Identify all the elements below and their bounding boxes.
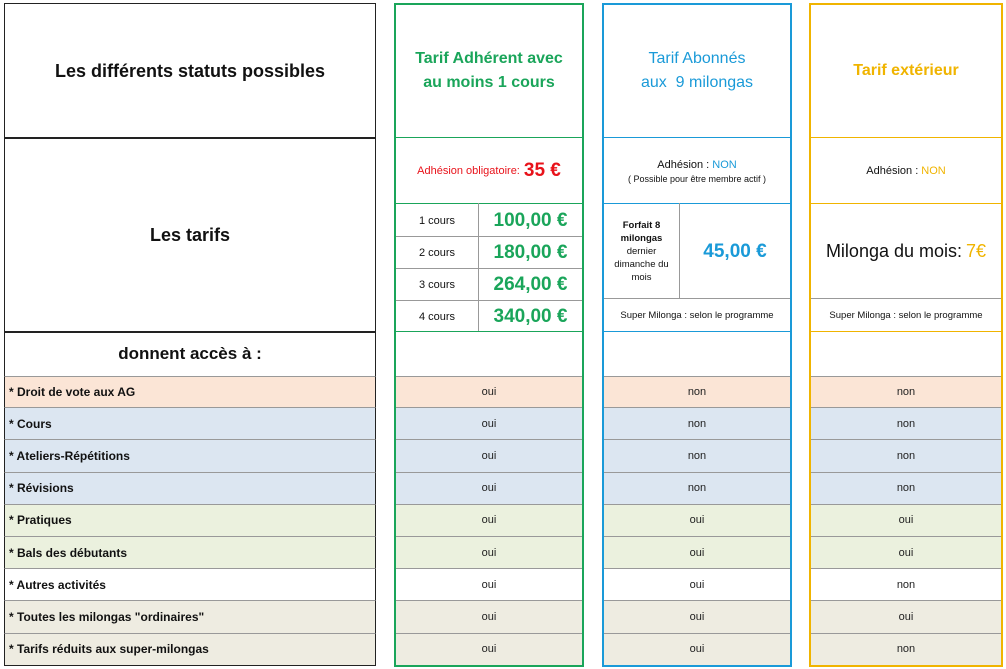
abonnes-adhesion-note: ( Possible pour être membre actif ) [627,173,767,184]
course-count-label: 1 cours [418,215,456,227]
adherent-title [396,5,582,137]
adherent-adhesion-price: 35 € [523,160,561,181]
exterieur-super-milonga [811,299,1001,331]
exterieur-feature-value: non [811,634,1001,666]
adherent-feature-value: oui [396,440,582,472]
abonnes-title-line2: aux 9 milongas [640,74,754,91]
exterieur-super-milonga-text: Super Milonga : selon le programme [829,309,983,321]
abonnes-super-milonga-text: Super Milonga : selon le programme [620,309,774,321]
feature-row-label: * Bals des débutants [4,537,376,569]
feature-row-label: * Toutes les milongas "ordinaires" [4,601,376,633]
course-count-label: 2 cours [418,247,456,259]
adherent-feature-value: oui [396,505,582,537]
feature-row-label: * Droit de vote aux AG [4,376,376,408]
header-statuts-text: Les différents statuts possibles [54,60,326,81]
course-price: 340,00 € [493,306,568,327]
abonnes-forfait-price [680,205,790,298]
feature-row-label: * Révisions [4,473,376,505]
exterieur-adhesion [811,139,1001,203]
adherent-title-line1: Tarif Adhérent avec [415,50,563,67]
abonnes-feature-value: oui [604,634,790,666]
course-price: 180,00 € [493,242,568,263]
adherent-title-line2: au moins 1 cours [423,74,555,91]
abonnes-adhesion-value: NON [712,158,737,171]
adherent-adhesion [396,139,582,203]
abonnes-feature-value: oui [604,537,790,569]
adherent-feature-value: oui [396,634,582,666]
abonnes-feature-value: oui [604,569,790,601]
feature-row-label: * Tarifs réduits aux super-milongas [4,634,376,666]
exterieur-title-text: Tarif extérieur [853,62,959,79]
exterieur-feature-value: non [811,408,1001,440]
abonnes-feature-value: oui [604,601,790,633]
abonnes-title-line1: Tarif Abonnés [648,50,746,67]
course-price: 264,00 € [493,274,568,295]
exterieur-feature-value: oui [811,537,1001,569]
exterieur-feature-value: non [811,473,1001,505]
course-count-label: 4 cours [418,311,456,323]
tarifs-label-cell [4,137,376,333]
abonnes-adhesion [604,139,790,203]
exterieur-milonga-label: Milonga du mois: [825,241,963,261]
exterieur-feature-value: non [811,440,1001,472]
exterieur-adhesion-label: Adhésion : [866,165,919,177]
tarifs-label: Les tarifs [149,224,231,245]
abonnes-adhesion-label: Adhésion : [657,158,710,171]
access-label-cell [4,331,376,377]
abonnes-forfait-desc: dernier dimanche du mois [614,246,669,283]
feature-row-label: * Cours [4,408,376,440]
feature-row-label: * Pratiques [4,505,376,537]
adherent-feature-value: oui [396,376,582,408]
exterieur-title [811,5,1001,137]
abonnes-feature-value: non [604,376,790,408]
feature-row-label: * Ateliers-Répétitions [4,440,376,472]
adherent-feature-value: oui [396,537,582,569]
exterieur-feature-value: oui [811,601,1001,633]
adherent-feature-value: oui [396,601,582,633]
abonnes-super-milonga [604,299,790,331]
exterieur-feature-value: non [811,569,1001,601]
exterieur-feature-value: non [811,376,1001,408]
abonnes-feature-value: non [604,473,790,505]
abonnes-feature-value: non [604,440,790,472]
course-price: 100,00 € [493,210,568,231]
header-statuts [4,3,376,139]
adherent-feature-value: oui [396,569,582,601]
exterieur-adhesion-value: NON [921,165,946,177]
exterieur-feature-value: oui [811,505,1001,537]
abonnes-forfait-price-text: 45,00 € [703,240,767,262]
abonnes-forfait-title: Forfait 8 milongas [620,220,663,244]
abonnes-feature-value: oui [604,505,790,537]
abonnes-feature-value: non [604,408,790,440]
abonnes-forfait [604,205,679,298]
adherent-feature-value: oui [396,473,582,505]
exterieur-milonga [811,205,1001,298]
abonnes-title [604,5,790,137]
course-count-label: 3 cours [418,279,456,291]
adherent-feature-value: oui [396,408,582,440]
feature-row-label: * Autres activités [4,569,376,601]
access-label: donnent accès à : [118,344,262,363]
adherent-adhesion-label: Adhésion obligatoire: [417,165,520,177]
exterieur-milonga-price: 7€ [966,241,987,261]
